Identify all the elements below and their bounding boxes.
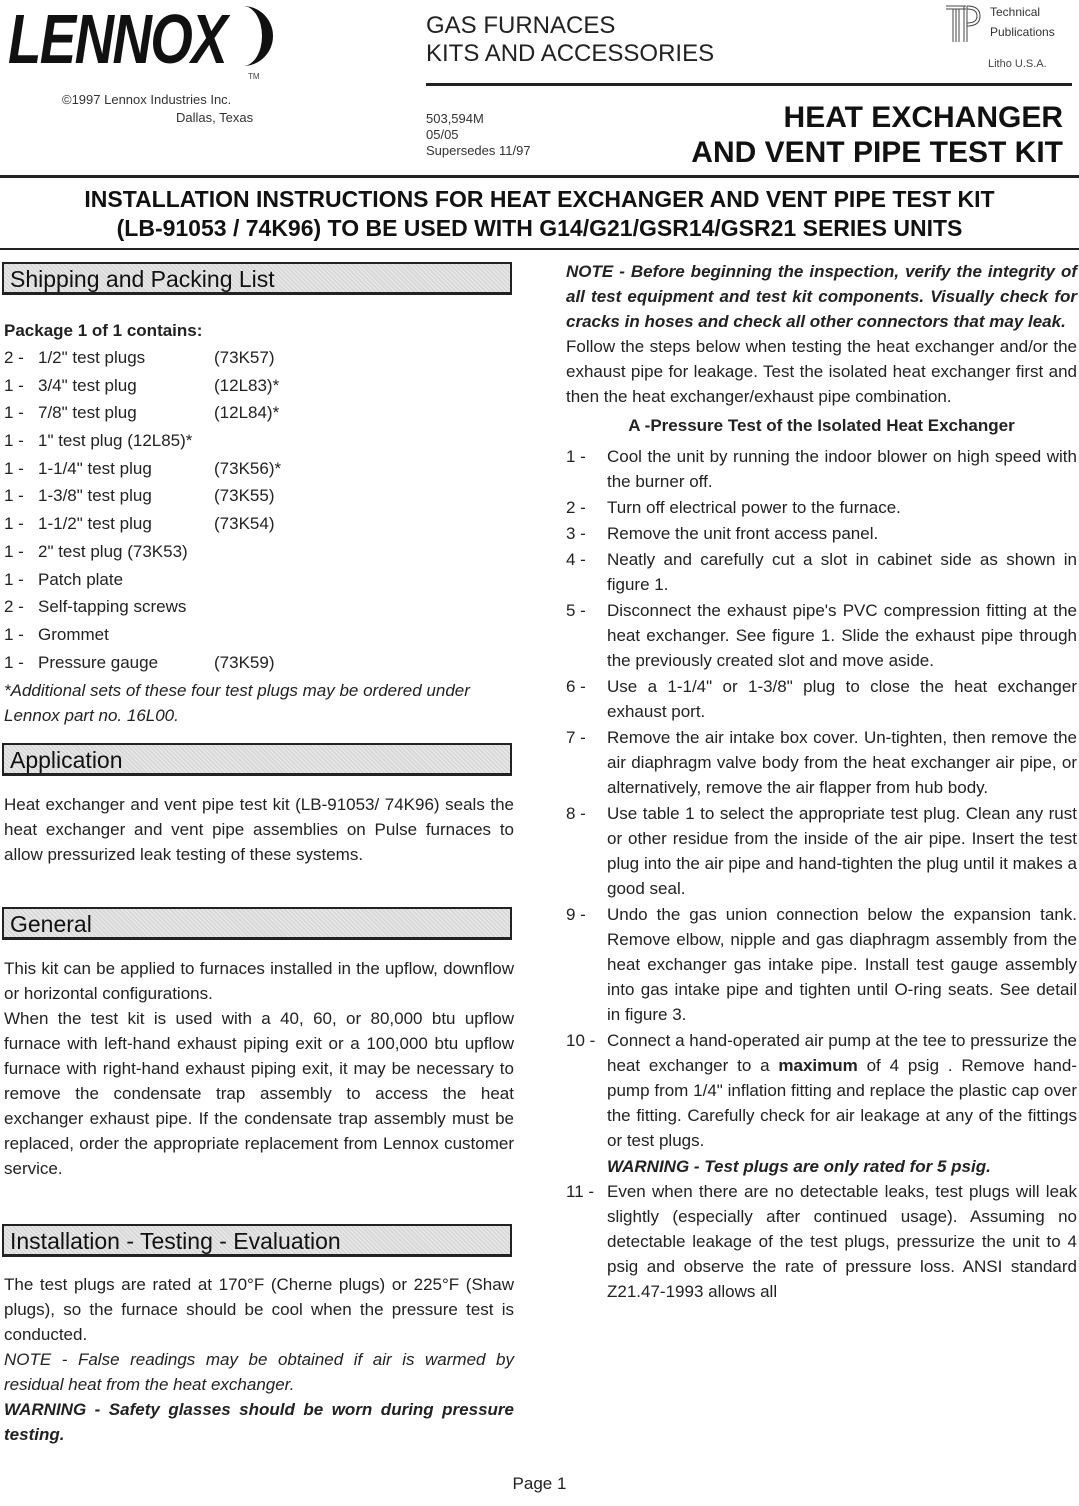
packing-item-part: (73K56)* [214,458,282,478]
general-paragraph-2: When the test kit is used with a 40, 60, or 80,000 btu upflow furnace with left-hand exhaust piping exit or a 100,000 btu upflow furnace with right-hand exhaust piping exit, it may be necessary to remove the condensate trap assembly to access the heat exchanger exhaust pipe. If the condensate trap assembly must be replaced, order the appropriate replacement from Lennox customer service. [4,1009,514,1178]
packing-item [4,621,514,649]
packing-item [4,399,514,427]
step-text: Cool the unit by running the indoor blower on high speed with the burner off. [607,447,1077,491]
lennox-logo: LENNOX [8,0,227,78]
packing-item-qty: 1 - [4,458,24,478]
packing-item [4,538,514,566]
right-warning: WARNING - Test plugs are only rated for 5 psig. [607,1157,991,1176]
kit-title-line-2: AND VENT PIPE TEST KIT [691,136,1063,169]
step-number: 4 - [566,550,586,569]
step-text: Neatly and carefully cut a slot in cabinet side as shown in figure 1. [607,550,1077,594]
packing-item-desc: 1-1/2" test plug [38,514,152,534]
packing-item [4,566,514,594]
section-shipping [2,262,512,295]
step-number: 2 - [566,498,586,517]
logo-arc-icon [222,6,273,66]
packing-item-qty: 1 - [4,375,24,395]
kit-title-line-1: HEAT EXCHANGER [783,101,1063,134]
step-item [566,725,1077,800]
step-10-text-a: Connect a hand-operated air pump at the tee to pressurize the heat exchanger to a [607,1031,1077,1075]
title-rule [0,175,1079,178]
category-line-1: GAS FURNACES [426,12,616,39]
step-item [566,547,1077,597]
section-shipping-label: Shipping and Packing List [10,266,275,292]
packing-item-part: (73K54) [214,514,275,534]
step-number: 7 - [566,728,586,747]
technical-publications-icon [944,2,982,44]
right-intro: Follow the steps below when testing the heat exchanger and/or the exhaust pipe for leakage. Test the isolated heat exchanger first and then the heat exchanger/exhaust pipe combination. [566,337,1077,406]
step-item [566,902,1077,1027]
step-10-maximum: maximum [778,1056,858,1075]
packing-item-desc: Pressure gauge [38,652,159,672]
supersedes: Supersedes 11/97 [426,143,531,158]
step-11 [566,1179,1077,1304]
page-number: Page 1 [512,1474,567,1493]
title-rule-bottom [0,248,1079,250]
city: Dallas, Texas [176,110,254,125]
step-text: Undo the gas union connection below the expansion tank. Remove elbow, nipple and gas diaphragm assembly from the heat exchanger gas intake pipe. Install test gauge assembly into gas intake pipe and tighten until O-ring seats. See detail in figure 3. [607,905,1077,1024]
packing-item [4,482,514,510]
packing-item [4,427,514,455]
packing-item-desc: 3/4" test plug [38,375,137,395]
step-text: Disconnect the exhaust pipe's PVC compression fitting at the heat exchanger. See figure 1. Slide the exhaust pipe through the previously created slot and move aside. [607,601,1077,670]
step-item [566,674,1077,724]
packing-item-desc: 7/8" test plug [38,403,137,423]
general-text [4,956,514,1181]
step-item [566,444,1077,494]
packing-item-qty: 1 - [4,569,24,589]
step-item [566,521,1077,546]
step-text: Use a 1-1/4" or 1-3/8" plug to close the heat exchanger exhaust port. [607,677,1077,721]
step-11-number: 11 - [566,1182,595,1201]
packing-item-desc: 1-1/4" test plug [38,458,152,478]
step-item [566,598,1077,673]
step-10 [566,1028,1077,1153]
packing-item-qty: 1 - [4,624,24,644]
step-number: 9 - [566,905,586,924]
right-column [566,259,1077,1305]
step-number: 3 - [566,524,586,543]
packing-item [4,455,514,483]
packing-footnote: *Additional sets of these four test plugs may be ordered under Lennox part no. 16L00. [4,681,470,726]
header-rule [426,83,1072,86]
step-number: 1 - [566,447,586,466]
packing-item [4,649,514,677]
packing-item-qty: 1 - [4,486,24,506]
installation-text [4,1272,514,1447]
step-text: Remove the unit front access panel. [607,524,879,543]
packing-item-qty: 2 - [4,597,24,617]
step-item [566,801,1077,901]
application-paragraph: Heat exchanger and vent pipe test kit (LB-91053/ 74K96) seals the heat exchanger and vent pipe assemblies on Pulse furnaces to allow pressurized leak testing of these systems. [4,795,514,864]
section-general [2,907,512,940]
pressure-test-heading: A -Pressure Test of the Isolated Heat Exchanger [628,416,1015,435]
main-title-line-1: INSTALLATION INSTRUCTIONS FOR HEAT EXCHANGER AND VENT PIPE TEST KIT [84,186,995,212]
packing-item-part: (73K55) [214,486,275,506]
packing-item-qty: 1 - [4,652,24,672]
packing-item-qty: 1 - [4,514,24,534]
section-application [2,743,512,776]
step-number: 8 - [566,804,586,823]
category-line-2: KITS AND ACCESSORIES [426,40,715,67]
main-title-line-2: (LB-91053 / 74K96) TO BE USED WITH G14/G21/GSR14/GSR21 SERIES UNITS [116,215,963,241]
packing-heading: Package 1 of 1 contains: [4,321,203,340]
right-note: NOTE - Before beginning the inspection, verify the integrity of all test equipment and test kit components. Visually check for cracks in hoses and check all other connectors that may leak. [566,262,1077,331]
tp-line-1: Technical [990,5,1041,19]
packing-item-part: (12L83)* [214,375,280,395]
section-general-label: General [10,911,92,937]
step-11-text: Even when there are no detectable leaks, test plugs will leak slightly (especially after continued usage). Assuming no detectable leakage of the test plugs, pressurize the unit to 4 psig and observe the rate of pressure loss. ANSI standard Z21.47-1993 allows all [607,1182,1077,1301]
packing-item [4,510,514,538]
step-item [566,495,1077,520]
packing-items [4,344,514,676]
general-paragraph-1: This kit can be applied to furnaces installed in the upflow, downflow or horizontal configurations. [4,959,514,1003]
step-number: 6 - [566,677,586,696]
packing-item-desc: 2" test plug (73K53) [38,541,188,561]
packing-item-part: (12L84)* [214,403,280,423]
packing-item-desc: Patch plate [38,569,124,589]
installation-paragraph: The test plugs are rated at 170°F (Cherne plugs) or 225°F (Shaw plugs), so the furnace should be cool when the pressure test is conducted. [4,1275,514,1344]
step-text: Use table 1 to select the appropriate test plug. Clean any rust or other residue from the inside of the air pipe. Insert the test plug into the air pipe and hand-tighten the plug until it makes a good seal. [607,804,1077,898]
step-text: Turn off electrical power to the furnace. [607,498,901,517]
packing-item-qty: 2 - [4,348,24,367]
packing-item-qty: 1 - [4,403,24,423]
step-number: 5 - [566,601,586,620]
doc-date: 05/05 [426,127,459,142]
application-text [4,792,514,867]
packing-item-qty: 1 - [4,541,24,561]
tp-line-2: Publications [990,25,1055,39]
copyright: ©1997 Lennox Industries Inc. [62,92,232,107]
packing-item-qty: 1 - [4,431,24,451]
litho: Litho U.S.A. [988,58,1047,70]
section-installation-label: Installation - Testing - Evaluation [10,1228,341,1254]
step-10-text [607,1028,1077,1153]
packing-item-desc: Grommet [38,624,109,644]
packing-item-desc: 1" test plug (12L85)* [38,431,193,451]
installation-warning: WARNING - Safety glasses should be worn during pressure testing. [4,1400,514,1444]
step-10-text-b: of 4 psig . Remove hand-pump from 1/4" inflation fitting and replace the plastic cap over the fitting. Carefully check for air leakage at any of the fittings or test plugs. [607,1056,1077,1150]
section-installation [2,1224,512,1257]
installation-note: NOTE - False readings may be obtained if air is warmed by residual heat from the heat exchanger. [4,1350,514,1394]
packing-item-part: (73K57) [214,348,275,367]
packing-item [4,593,514,621]
step-list [566,444,1077,1027]
step-10-number: 10 - [566,1031,596,1050]
packing-item [4,344,514,372]
packing-item-desc: 1-3/8" test plug [38,486,152,506]
trademark: TM [248,72,260,81]
packing-item-part: (73K59) [214,652,275,672]
packing-item [4,372,514,400]
doc-number: 503,594M [426,111,484,126]
section-application-label: Application [10,747,123,773]
packing-item-desc: Self-tapping screws [38,597,187,617]
packing-item-desc: 1/2" test plugs [38,348,146,367]
packing-list [4,318,514,728]
step-text: Remove the air intake box cover. Un-tighten, then remove the air diaphragm valve body from the heat exchanger air pipe, or alternatively, remove the air flapper from hub body. [607,728,1077,797]
